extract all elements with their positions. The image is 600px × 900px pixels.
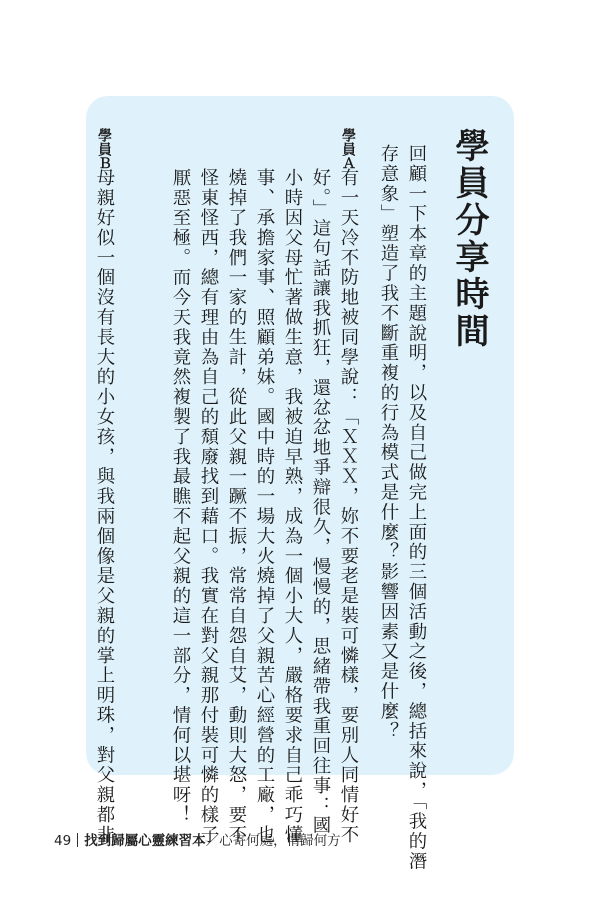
intro-line-1: 回顧一下本章的主題說明，以及自己做完上面的三個活動之後，總括來說，「我的潛 bbox=[406, 144, 427, 872]
student-a-line-7: 厭惡至極。而今天我竟然複製了我最瞧不起父親的這一部分，情何以堪呀！ bbox=[170, 168, 191, 825]
student-a-line-1: 有一天冷不防地被同學說：「ＸＸＸ，妳不要老是裝可憐樣，要別人同情好不 bbox=[338, 168, 359, 845]
student-a-line-5: 燒掉了我們一家的生計，從此父親一蹶不振，常常自怨自艾，動則大怒，要不 bbox=[226, 168, 247, 845]
book-subtitle: ／心寄何處，情歸何方 bbox=[205, 833, 341, 849]
student-a-label: 學員Ａ bbox=[340, 128, 356, 170]
student-b-label: 學員Ｂ bbox=[96, 128, 112, 170]
page-number: 49 bbox=[54, 833, 72, 849]
student-a-line-4: 事、承擔家事、照顧弟妹。國中時的一場大火燒掉了父親苦心經營的工廠，也 bbox=[254, 168, 275, 845]
student-b-line-1: 母親好似一個沒有長大的小女孩，與我兩個像是父親的掌上明珠，對父親都非 bbox=[94, 168, 115, 845]
section-title: 學員分享時間 bbox=[449, 128, 489, 350]
footer-divider bbox=[77, 833, 78, 847]
book-title: 找到歸屬心靈練習本 bbox=[84, 833, 206, 849]
intro-line-2: 存意象」塑造了我不斷重複的行為模式是什麼？影響因素又是什麼？ bbox=[378, 144, 399, 741]
student-a-line-2: 好。」這句話讓我抓狂，還忿忿地爭辯很久，慢慢的，思緒帶我重回往事：國 bbox=[310, 168, 331, 836]
page-footer bbox=[54, 829, 341, 849]
student-a-line-6: 怪東怪西，總有理由為自己的頹廢找到藉口。我實在對父親那付裝可憐的樣子 bbox=[198, 168, 219, 845]
student-a-line-3: 小時因父母忙著做生意，我被迫早熟，成為一個小大人，嚴格要求自己乖巧懂 bbox=[282, 168, 303, 845]
